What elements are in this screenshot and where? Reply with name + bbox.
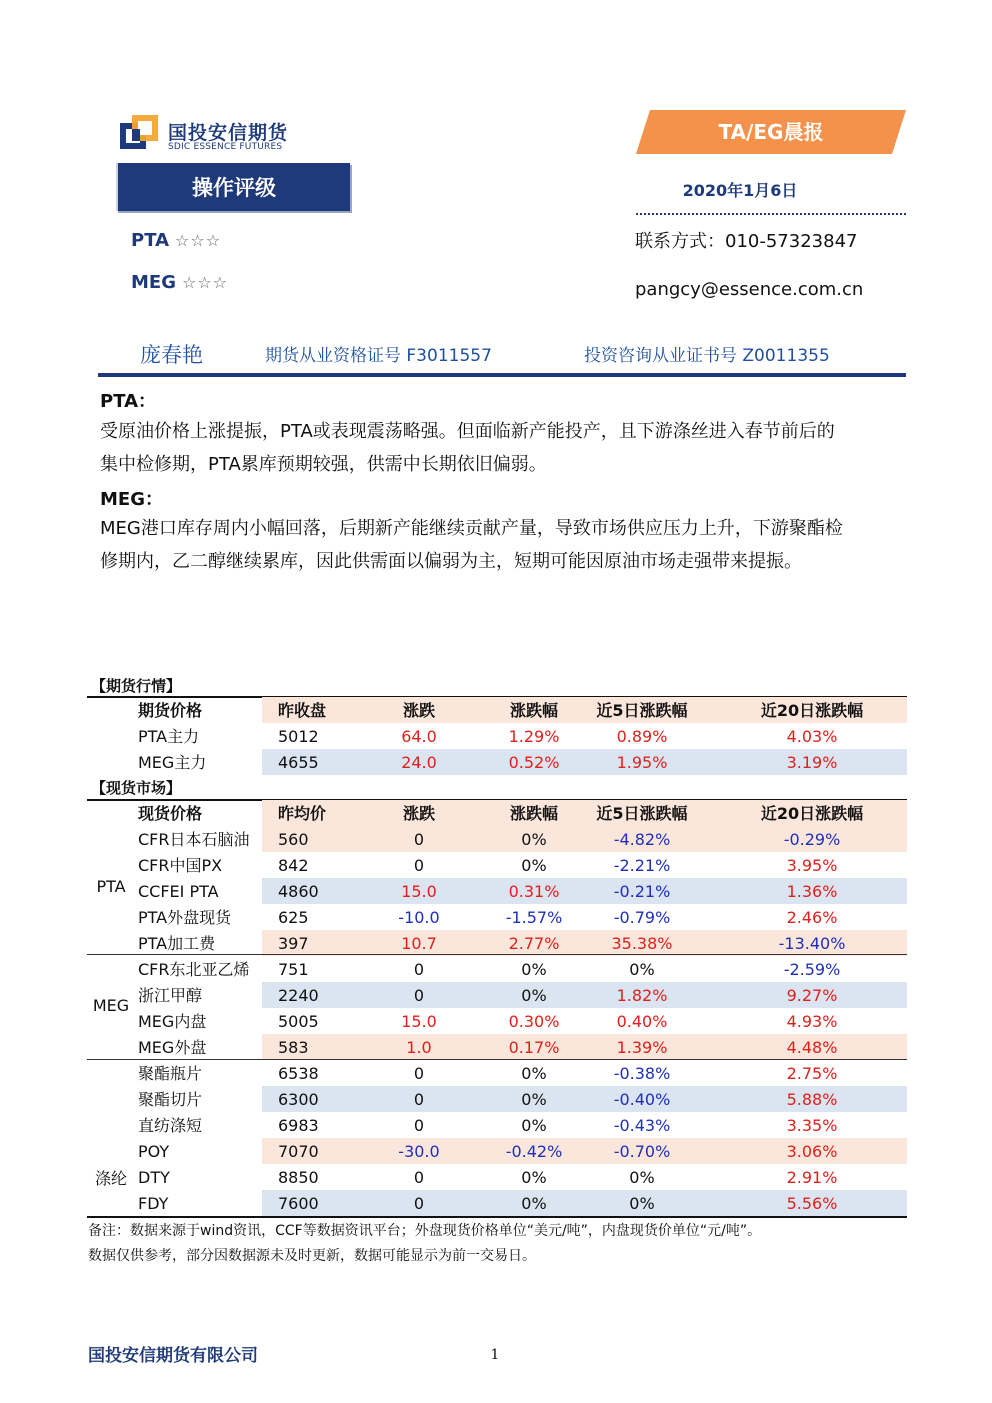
table-row [262,1112,907,1138]
table-cell: 751 [278,960,309,979]
row-label: CCFEI PTA [138,882,219,901]
table-row [262,852,907,878]
row-label: POY [138,1142,170,1161]
table-cell: -0.43% [613,1116,671,1135]
table-cell: 3.35% [786,1116,838,1135]
table-cell: 1.0 [406,1038,432,1057]
report-date: 2020年1月6日 [682,181,798,200]
futures-cert: 期货从业资格证号 F3011557 [265,346,492,366]
table-cell: 4860 [278,882,319,901]
table-cell: -2.21% [613,856,671,875]
pta-paragraph-line: 集中检修期，PTA累库预期较强，供需中长期依旧偏弱。 [100,454,547,475]
table-row [262,982,907,1008]
table-row [262,878,907,904]
table-cell: -4.82% [613,830,671,849]
meg-paragraph-line: MEG港口库存周内小幅回落，后期新产能继续贡献产量，导致市场供应压力上升，下游聚酯检 [100,518,843,539]
row-label: 聚酯瓶片 [138,1064,203,1083]
table-cell: 583 [278,1038,309,1057]
table-cell: 0% [521,1064,547,1083]
table-cell: 0% [521,856,547,875]
table-cell: 842 [278,856,309,875]
table-cell: -0.70% [613,1142,671,1161]
divider [636,213,906,215]
rating-box [116,163,350,211]
table-cell: 0% [521,960,547,979]
table-cell: 0 [413,1116,425,1135]
table-cell: 0 [413,1090,425,1109]
table-rule [87,1216,907,1218]
group-label: PTA [96,877,126,896]
page-number: 1 [490,1347,500,1363]
meg-heading: MEG： [100,489,163,510]
column-header: 近5日涨跌幅 [596,804,688,823]
table-cell: 5012 [278,727,319,746]
table-cell: -0.79% [613,908,671,927]
table-cell: 0 [413,830,425,849]
table-cell: 1.39% [616,1038,668,1057]
column-header: 涨跌 [402,701,435,720]
table-row [262,1164,907,1190]
row-label: PTA加工费 [138,934,216,953]
star-icon: ☆☆☆ [181,273,229,292]
table-cell: 560 [278,830,309,849]
table-cell: 0.89% [616,727,668,746]
table-cell: 0% [521,1168,547,1187]
table-cell: 0% [521,1116,547,1135]
note-line: 数据仅供参考，部分因数据源未及时更新，数据可能显示为前一交易日。 [88,1248,536,1264]
table-row [262,1190,907,1216]
table-cell: 0 [413,1168,425,1187]
logo-text: 国投安信期货 [168,122,289,144]
rating-name: MEG [131,272,176,293]
row-label: 直纺涤短 [138,1116,203,1135]
table-cell: 2.75% [786,1064,838,1083]
table-row [262,1008,907,1034]
table-cell: 3.19% [786,753,838,772]
table-cell: -2.59% [783,960,841,979]
table-cell: -30.0 [398,1142,440,1161]
table-cell: -13.40% [778,934,846,953]
table-cell: 0% [521,1194,547,1213]
table-cell: 4.93% [786,1012,838,1031]
rating-title: 操作评级 [192,176,276,200]
table-cell: -0.42% [505,1142,563,1161]
logo-subtext: SDIC ESSENCE FUTURES [168,142,283,152]
table-row [262,1138,907,1164]
row-label: PTA外盘现货 [138,908,232,927]
star-icon: ☆☆☆ [175,231,222,250]
footer-company: 国投安信期货有限公司 [88,1346,258,1366]
table-cell: 4655 [278,753,319,772]
table-cell: 5.88% [786,1090,838,1109]
header-rule [98,373,906,377]
table-cell: 6300 [278,1090,319,1109]
rating-name: PTA [131,230,170,251]
table-cell: 0.17% [508,1038,560,1057]
table-cell: -0.29% [783,830,841,849]
table-cell: 0 [413,1194,425,1213]
table-header-row [262,697,907,723]
table-cell: 0 [413,986,425,1005]
table-cell: 1.29% [508,727,560,746]
row-label: CFR中国PX [138,856,223,875]
column-header: 涨跌 [402,804,435,823]
table-cell: 2.91% [786,1168,838,1187]
row-label: CFR东北亚乙烯 [138,960,250,979]
table-row [262,956,907,982]
report-banner [636,110,906,154]
table-cell: 3.06% [786,1142,838,1161]
table-cell: 3.95% [786,856,838,875]
table-cell: 0% [629,960,655,979]
meg-paragraph-line: 修期内，乙二醇继续累库，因此供需面以偏弱为主，短期可能因原油市场走强带来提振。 [100,551,802,572]
table-row [262,1060,907,1086]
table-cell: 7070 [278,1142,319,1161]
group-divider [87,954,907,955]
rating-pta [131,230,221,251]
table-cell: 2.77% [508,934,560,953]
table-cell: -0.21% [613,882,671,901]
table-cell: 15.0 [401,1012,437,1031]
table-cell: 0% [629,1194,655,1213]
table-cell: 7600 [278,1194,319,1213]
table-cell: 1.95% [616,753,668,772]
table-cell: 625 [278,908,309,927]
table-cell: 0 [413,1064,425,1083]
row-label: FDY [138,1194,169,1213]
group-divider [87,1059,907,1060]
table-cell: 5.56% [786,1194,838,1213]
row-label: 聚酯切片 [138,1090,203,1109]
column-header: 现货价格 [138,804,203,823]
row-label: 浙江甲醇 [138,986,203,1005]
table-cell: 6538 [278,1064,319,1083]
column-header: 昨均价 [278,804,327,823]
table-cell: 0.31% [508,882,560,901]
column-header: 近5日涨跌幅 [596,701,688,720]
table-row [262,1086,907,1112]
table-cell: 64.0 [401,727,437,746]
table-cell: 24.0 [401,753,437,772]
table-cell: 0.40% [616,1012,668,1031]
column-header: 昨收盘 [278,701,327,720]
table-cell: -1.57% [505,908,563,927]
table-cell: -0.38% [613,1064,671,1083]
column-header: 近20日涨跌幅 [760,701,864,720]
table-cell: 0.52% [508,753,560,772]
pta-paragraph-line: 受原油价格上涨提振，PTA或表现震荡略强。但面临新产能投产，且下游涤丝进入春节前后的 [100,421,835,442]
table-cell: 6983 [278,1116,319,1135]
column-header: 涨跌幅 [509,804,558,823]
spot-section-title: 【现货市场】 [91,779,182,797]
table-cell: 9.27% [786,986,838,1005]
table-row [262,826,907,852]
table-row [262,1034,907,1060]
table-cell: 8850 [278,1168,319,1187]
table-row [262,930,907,956]
table-header-row [262,800,907,826]
table-cell: 4.48% [786,1038,838,1057]
row-label: DTY [138,1168,170,1187]
table-row [262,723,907,749]
table-cell: 10.7 [401,934,437,953]
table-cell: 2240 [278,986,319,1005]
row-label: MEG内盘 [138,1012,207,1031]
table-cell: 5005 [278,1012,319,1031]
table-cell: 2.46% [786,908,838,927]
table-cell: 0 [413,960,425,979]
pta-heading: PTA： [100,391,157,412]
rating-meg [131,272,228,293]
table-cell: 0% [629,1168,655,1187]
group-label: MEG [92,996,130,1015]
futures-section-title: 【期货行情】 [91,677,182,695]
table-cell: -0.40% [613,1090,671,1109]
table-cell: 1.36% [786,882,838,901]
row-label: MEG主力 [138,753,207,772]
logo-icon [120,115,160,151]
table-cell: 0% [521,986,547,1005]
advisory-cert: 投资咨询从业证书号 Z0011355 [584,346,830,366]
table-cell: 15.0 [401,882,437,901]
analyst-name: 庞春艳 [140,343,203,367]
column-header: 近20日涨跌幅 [760,804,864,823]
table-cell: 0% [521,830,547,849]
contact-email: pangcy@essence.com.cn [635,279,864,300]
contact-phone: 联系方式：010-57323847 [635,231,858,252]
table-cell: 0.30% [508,1012,560,1031]
table-cell: -10.0 [398,908,440,927]
table-cell: 0% [521,1090,547,1109]
table-cell: 0 [413,856,425,875]
report-title: TA/EG晨报 [718,120,824,144]
note-line: 备注：数据来源于wind资讯，CCF等数据资讯平台；外盘现货价格单位“美元/吨”，内盘现货价单位“元/吨”。 [88,1223,762,1239]
table-cell: 35.38% [611,934,673,953]
row-label: PTA主力 [138,727,200,746]
table-row [262,904,907,930]
column-header: 期货价格 [138,701,203,720]
table-cell: 1.82% [616,986,668,1005]
table-cell: 4.03% [786,727,838,746]
row-label: MEG外盘 [138,1038,207,1057]
table-cell: 397 [278,934,309,953]
group-label: 涤纶 [94,1169,127,1188]
row-label: CFR日本石脑油 [138,830,250,849]
column-header: 涨跌幅 [509,701,558,720]
table-row [262,749,907,775]
